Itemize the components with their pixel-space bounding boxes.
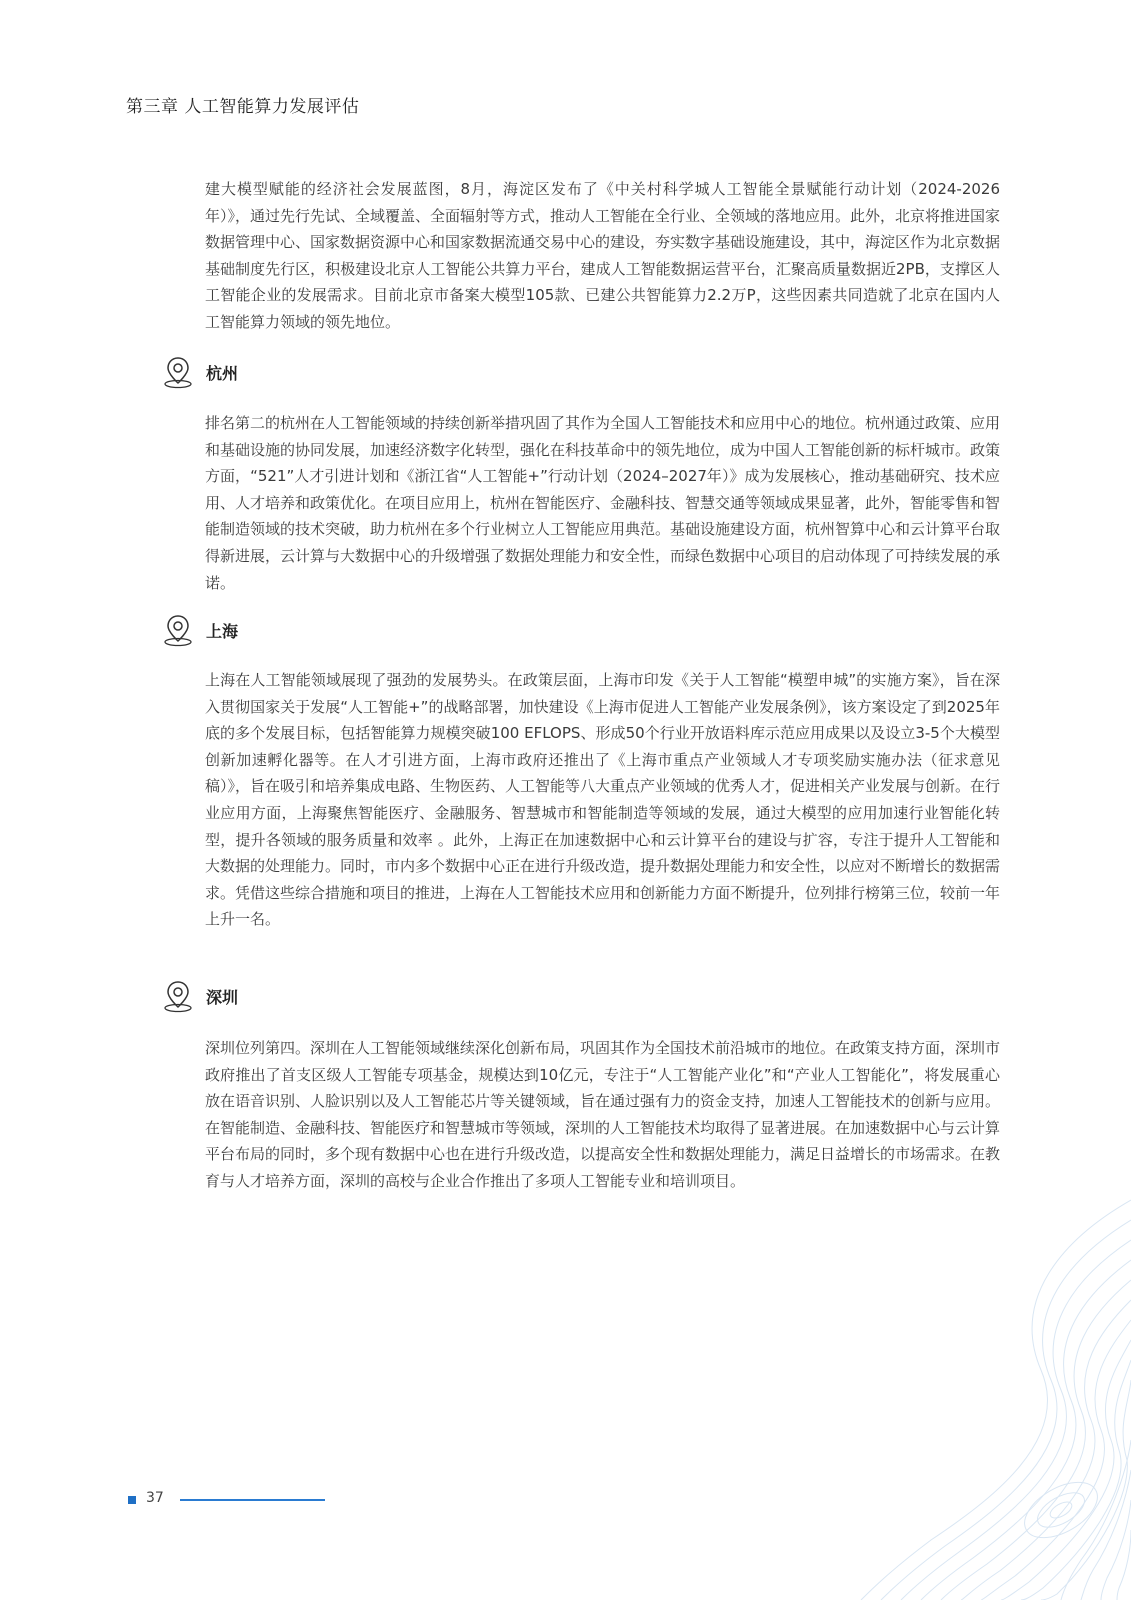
location-pin-icon (160, 612, 196, 648)
decorative-wave-lines (811, 1180, 1131, 1600)
footer-accent-square (128, 1496, 136, 1504)
section-heading-hangzhou (160, 354, 238, 390)
location-pin-icon (160, 978, 196, 1014)
page-number: 37 (146, 1490, 164, 1506)
hangzhou-paragraph: 排名第二的杭州在人工智能领域的持续创新举措巩固了其作为全国人工智能技术和应用中心的地位。杭州通过政策、应用和基础设施的协同发展，加速经济数字化转型，强化在科技革命中的领先地位，成为中国人工智能创新的标杆城市。政策方面，“521”人才引进计划和《浙江省“人工智能+”行动计划（2024–2027年）》成为发展核心，推动基础研究、技术应用、人才培养和政策优化。在项目应用上，杭州在智能医疗、金融科技、智慧交通等领域成果显著，此外，智能零售和智能制造领域的技术突破，助力杭州在多个行业树立人工智能应用典范。基础设施建设方面，杭州智算中心和云计算平台取得新进展，云计算与大数据中心的升级增强了数据处理能力和安全性，而绿色数据中心项目的启动体现了可持续发展的承诺。 (205, 414, 1001, 592)
footer-accent-line (180, 1499, 325, 1501)
location-pin-icon (160, 354, 196, 390)
shenzhen-paragraph: 深圳位列第四。深圳在人工智能领域继续深化创新布局，巩固其作为全国技术前沿城市的地位。在政策支持方面，深圳市政府推出了首支区级人工智能专项基金，规模达到10亿元，专注于“人工智能产业化”和“产业人工智能化”，将发展重心放在语音识别、人脸识别以及人工智能芯片等关键领域，旨在通过强有力的资金支持，加速人工智能技术的创新与应用。在智能制造、金融科技、智能医疗和智慧城市等领域，深圳的人工智能技术均取得了显著进展。在加速数据中心与云计算平台布局的同时，多个现有数据中心也在进行升级改造，以提高安全性和数据处理能力，满足日益增长的市场需求。在教育与人才培养方面，深圳的高校与企业合作推出了多项人工智能专业和培训项目。 (205, 1039, 1001, 1190)
city-name: 深圳 (206, 987, 239, 1007)
shanghai-paragraph: 上海在人工智能领域展现了强劲的发展势头。在政策层面，上海市印发《关于人工智能“模塑申城”的实施方案》，旨在深入贯彻国家关于发展“人工智能+”的战略部署，加快建设《上海市促进人工智能产业发展条例》，该方案设定了到2025年底的多个发展目标，包括智能算力规模突破100 EFLOPS、形成50个行业开放语料库示范应用成果以及设立3-5个大模型创新加速孵化器等。在人才引进方面，上海市政府还推出了《上海市重点产业领域人才专项奖励实施办法（征求意见稿）》，旨在吸引和培养集成电路、生物医药、人工智能等八大重点产业领域的优秀人才，促进相关产业发展与创新。在行业应用方面，上海聚焦智能医疗、金融服务、智慧城市和智能制造等领域的发展，通过大模型的应用加速行业智能化转型，提升各领域的服务质量和效率 。此外，上海正在加速数据中心和云计算平台的建设与扩容，专注于提升人工智能和大数据的处理能力。同时，市内多个数据中心正在进行升级改造，提升数据处理能力和安全性，以应对不断增长的数据需求。凭借这些综合措施和项目的推进，上海在人工智能技术应用和创新能力方面不断提升，位列排行榜第三位，较前一年上升一名。 (205, 671, 1001, 929)
city-name: 上海 (206, 621, 239, 641)
section-heading-shanghai (160, 612, 238, 648)
chapter-title: 第三章 人工智能算力发展评估 (126, 97, 360, 117)
section-heading-shenzhen (160, 978, 238, 1014)
city-name: 杭州 (206, 363, 239, 383)
beijing-paragraph: 建大模型赋能的经济社会发展蓝图，8月，海淀区发布了《中关村科学城人工智能全景赋能行动计划（2024-2026年）》，通过先行先试、全域覆盖、全面辐射等方式，推动人工智能在全行业、全领域的落地应用。此外，北京将推进国家数据管理中心、国家数据资源中心和国家数据流通交易中心的建设，夯实数字基础设施建设，其中，海淀区作为北京数据基础制度先行区，积极建设北京人工智能公共算力平台，建成人工智能数据运营平台，汇聚高质量数据近2PB，支撑区人工智能企业的发展需求。目前北京市备案大模型105款、已建公共智能算力2.2万P，这些因素共同造就了北京在国内人工智能算力领域的领先地位。 (205, 180, 1001, 331)
